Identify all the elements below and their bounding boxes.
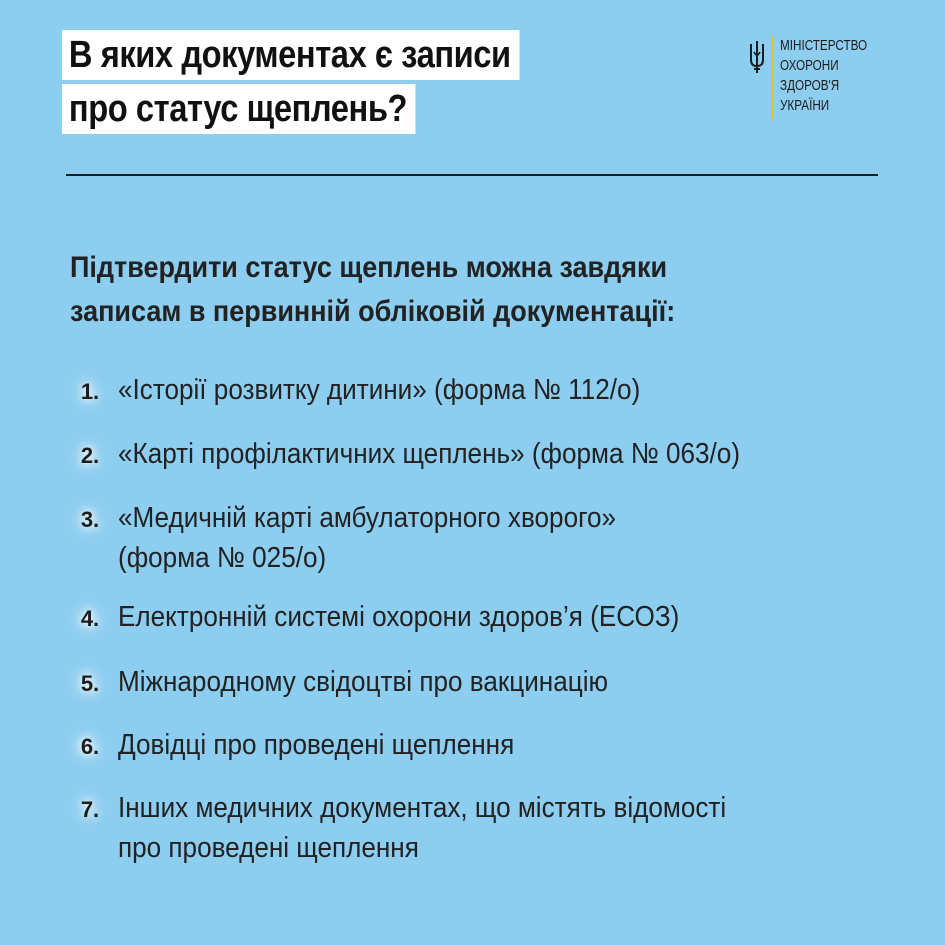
item-text-line-1: «Карті профілактичних щеплень» (форма № 063/о) <box>118 438 741 470</box>
item-text <box>118 788 726 868</box>
item-text <box>118 434 740 474</box>
subtitle-line-1: Підтвердити статус щеплень можна завдяки <box>70 251 668 284</box>
logo-line-2: ОХОРОНИ <box>780 57 839 74</box>
page-title <box>62 30 594 138</box>
item-text-line-1: «Медичній карті амбулаторного хворого» <box>118 502 617 534</box>
list-item <box>68 788 794 868</box>
item-text-line-2: про проведені щеплення <box>118 832 419 864</box>
title-line-2: про статус щеплень? <box>62 84 416 134</box>
list-item <box>68 725 558 765</box>
item-text-line-1: «Історії розвитку дитини» (форма № 112/о) <box>118 374 641 406</box>
logo-text <box>780 36 867 120</box>
item-text-line-1: Електронній системі охорони здоров’я (ЕСОЗ) <box>118 601 680 633</box>
logo-line-1: МІНІСТЕРСТВО <box>780 37 868 54</box>
item-number: 6. <box>80 734 100 759</box>
item-number: 2. <box>80 443 100 468</box>
item-number: 1. <box>80 379 100 404</box>
item-text-line-1: Міжнародному свідоцтві про вакцинацію <box>118 666 609 698</box>
logo-accent-bar <box>772 36 774 120</box>
divider <box>66 174 878 176</box>
logo-line-3: ЗДОРОВ'Я <box>780 77 840 94</box>
item-text-line-2: (форма № 025/о) <box>118 542 327 574</box>
list-item <box>68 662 663 702</box>
item-number: 3. <box>80 507 100 532</box>
list-item <box>68 434 809 474</box>
item-text-line-1: Довідці про проведені щеплення <box>118 729 515 761</box>
item-number: 5. <box>80 671 100 696</box>
ministry-logo <box>748 36 892 120</box>
list-item <box>68 498 671 578</box>
trident-icon <box>748 40 766 74</box>
item-number: 7. <box>80 797 100 822</box>
item-text <box>118 498 616 578</box>
item-text <box>118 597 679 637</box>
logo-line-4: УКРАЇНИ <box>780 97 830 114</box>
item-text <box>118 662 608 702</box>
title-line-1: В яких документах є записи <box>62 30 519 80</box>
item-text <box>118 725 514 765</box>
item-text-line-1: Інших медичних документах, що містять відомості <box>118 792 727 824</box>
subtitle-line-2: записам в первинній обліковій документації: <box>70 295 676 328</box>
list-item <box>68 370 698 410</box>
list-item <box>68 597 742 637</box>
item-text <box>118 370 640 410</box>
item-number: 4. <box>80 606 100 631</box>
subtitle <box>70 246 675 334</box>
